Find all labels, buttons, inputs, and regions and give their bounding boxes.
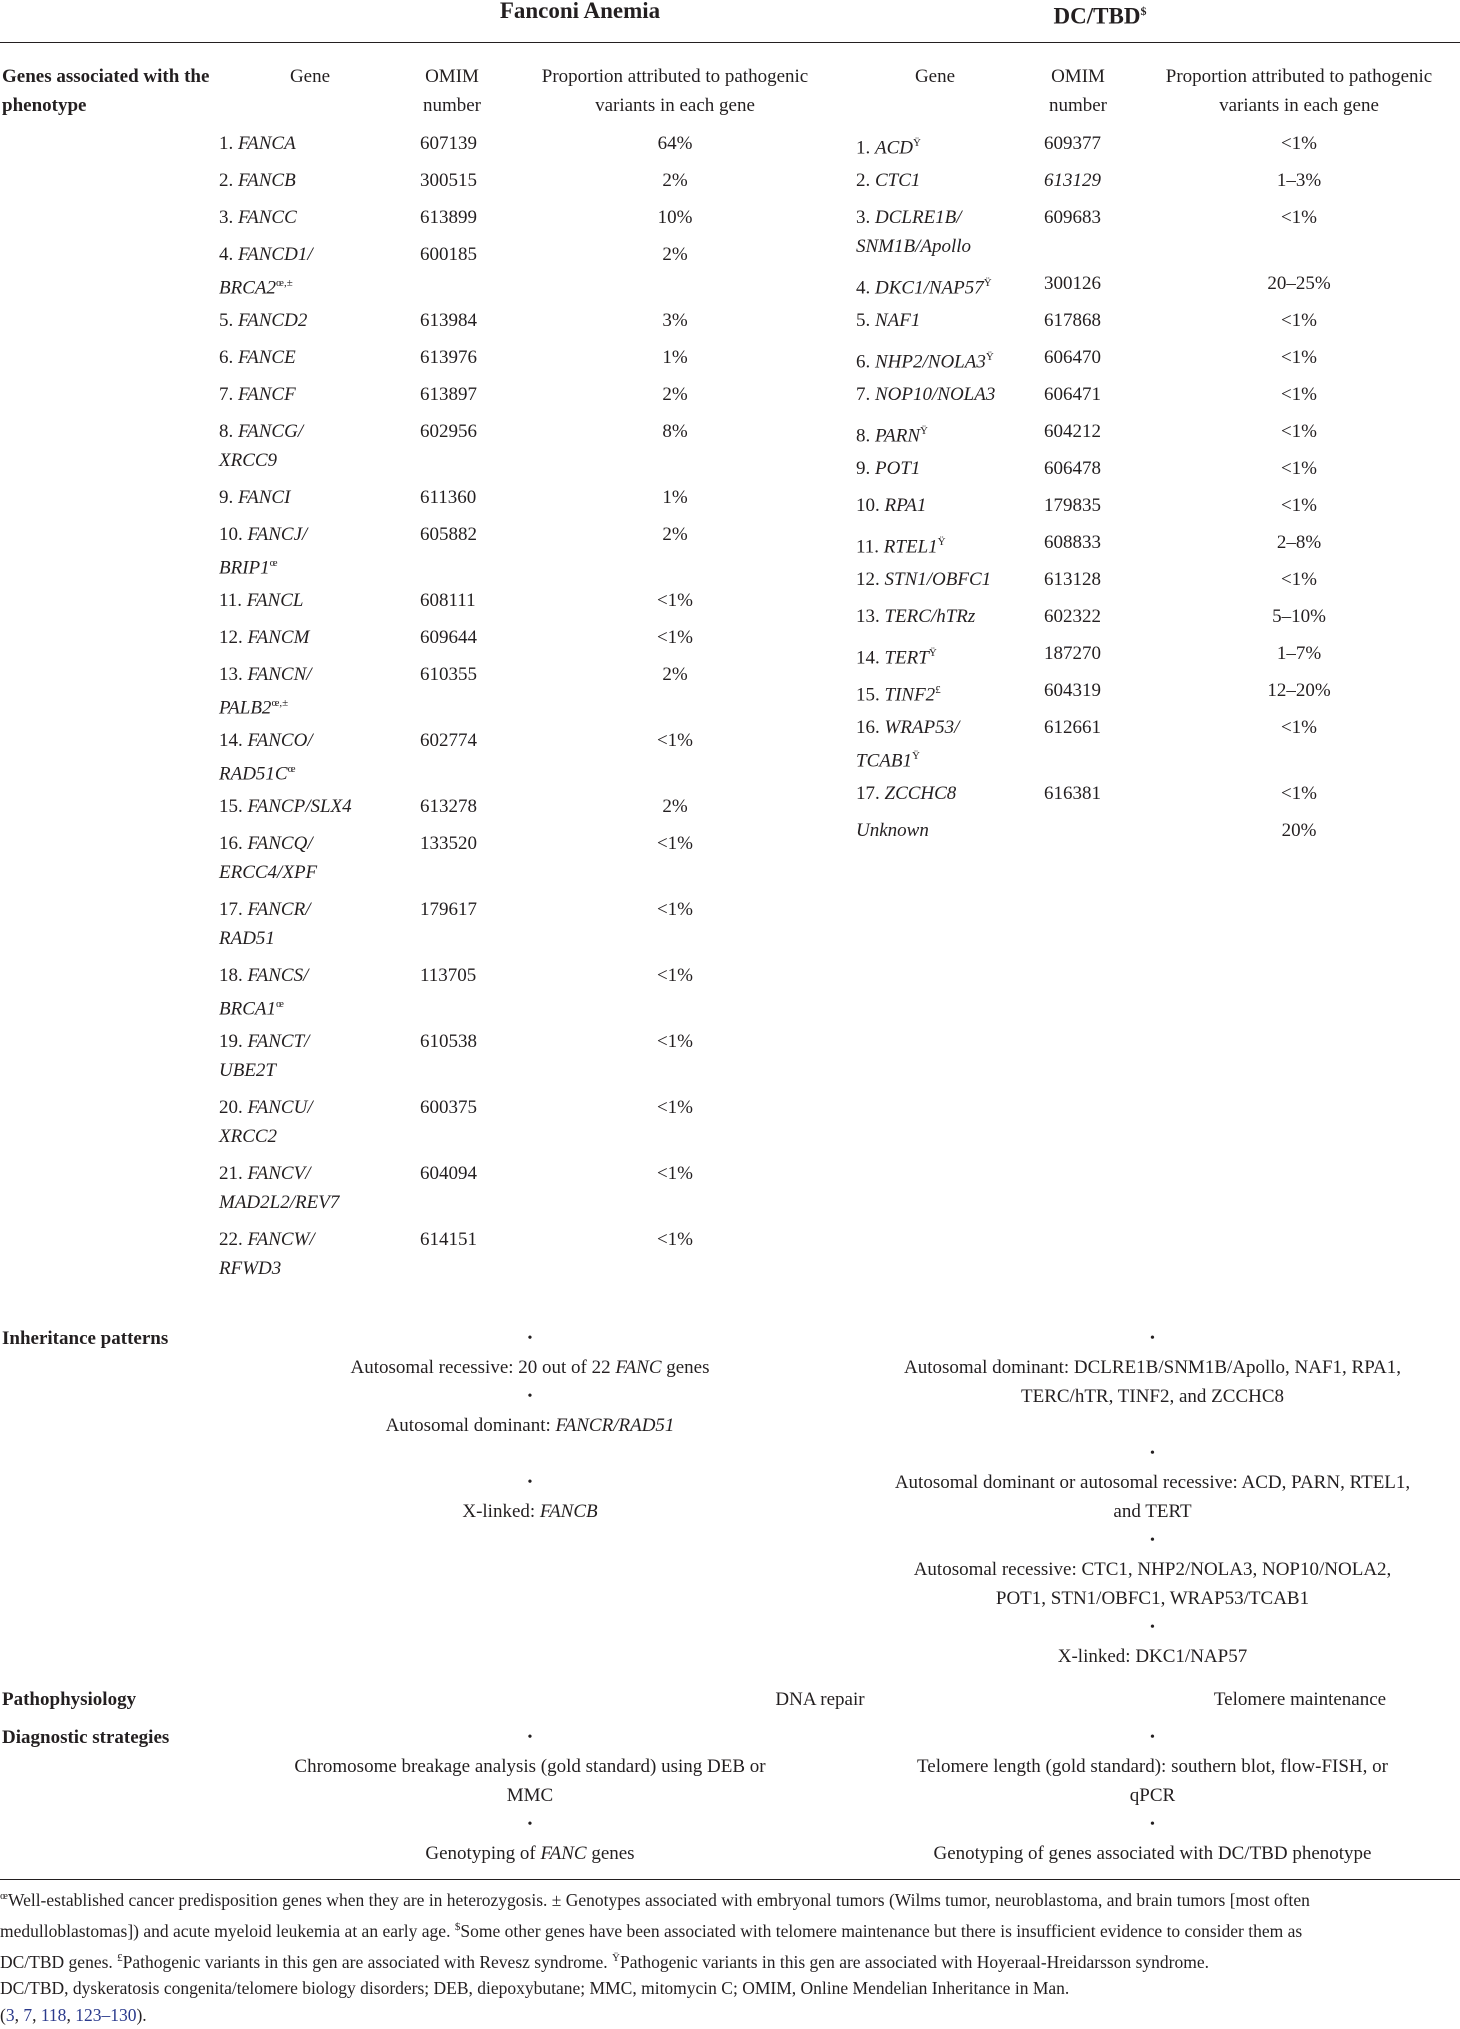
fa-proportion-cell: 3%	[662, 310, 688, 331]
fa-proportion-cell: <1%	[656, 627, 694, 648]
footnote-line-2: medulloblastomas]) and acute myeloid leukemia at an early age. $Some other genes have been associated with telomere maintenance but there is insufficient evidence to consider them as	[0, 1920, 1303, 1941]
dc-omim-cell: 606471	[1044, 384, 1101, 405]
fa-gene-cell: 8. FANCG/ XRCC9	[219, 421, 304, 471]
dc-gene-cell: 4. $DKC1/NAP57^Ÿ$	[856, 277, 992, 299]
dc-gene-cell: 11. $RTEL1^Ÿ$	[856, 536, 946, 558]
dc-tbd-header: DC/TBD$	[1053, 3, 1147, 29]
dc-omim-cell: 613129	[1044, 170, 1101, 191]
dc-proportion-cell: 1–7%	[1276, 643, 1322, 664]
dc-proportion-cell: <1%	[1280, 347, 1318, 368]
fa-proportion-cell: <1%	[656, 590, 694, 611]
fa-omim-cell: 113705	[420, 965, 477, 986]
fa-proportion-cell: 1%	[662, 487, 688, 508]
fa-proportion-cell: 2%	[662, 170, 688, 191]
dc-omim-cell: 608833	[1044, 532, 1101, 553]
fa-gene-cell: 4. FANCD1/ $BRCA2^{œ,\pm}$	[219, 244, 313, 299]
fa-omim-cell: 610538	[420, 1031, 477, 1052]
fa-gene-cell: 15. FANCP/SLX4	[219, 796, 352, 817]
fa-omim-cell: 602956	[420, 421, 477, 442]
dc-gene-cell: 1. $ACD^Ÿ$	[856, 137, 921, 159]
fa-proportion-cell: <1%	[656, 1163, 694, 1184]
fa-omim-cell: 613278	[420, 796, 477, 817]
footer-rule	[0, 1879, 1460, 1880]
dc-proportion-cell: 2–8%	[1276, 532, 1322, 553]
fa-col-gene: Gene	[289, 66, 331, 87]
fa-pathophysiology: DNA repair	[775, 1689, 865, 1710]
dc-inherit-adar: Autosomal dominant or autosomal recessive: ACD, PARN, RTEL1, and TERT	[894, 1472, 1411, 1522]
section-inheritance-label: Inheritance patterns	[2, 1328, 169, 1349]
dc-diagnostic-block	[845, 1723, 1460, 1868]
fa-col-omim: OMIM number	[422, 66, 482, 116]
dc-proportion-cell: <1%	[1280, 133, 1318, 154]
dc-proportion-cell: 20%	[1281, 820, 1317, 841]
dc-inheritance-block	[845, 1324, 1460, 1671]
dc-gene-cell: 2. CTC1	[856, 170, 921, 191]
fa-gene-cell: 5. FANCD2	[219, 310, 308, 331]
fa-proportion-cell: <1%	[656, 833, 694, 854]
dc-gene-cell: 9. POT1	[856, 458, 921, 479]
fa-proportion-cell: 2%	[662, 244, 688, 265]
dc-proportion-cell: 5–10%	[1272, 606, 1326, 627]
dc-gene-cell: 14. $TERT^Ÿ$	[856, 647, 937, 669]
fa-proportion-cell: <1%	[656, 730, 694, 751]
dc-omim-cell: 604319	[1044, 680, 1101, 701]
dc-omim-cell: 606470	[1044, 347, 1101, 368]
fa-inherit-ar: Autosomal recessive: 20 out of 22 FANC genes	[350, 1357, 710, 1378]
footnote-line-4: DC/TBD, dyskeratosis congenita/telomere biology disorders; DEB, diepoxybutane; MMC, mitomycin C; OMIM, Online Mendelian Inheritance in Man.	[0, 1978, 1070, 1999]
fa-gene-cell: 18. FANCS/ $BRCA1^œ$	[219, 965, 309, 1020]
fa-gene-cell: 3. FANCC	[219, 207, 297, 228]
bullet: •	[1150, 1730, 1155, 1745]
footnote-line-1: $^œ$Well-established cancer predisposition genes when they are in heterozygosis. ± Genotypes associated with embryonal tumors (Wilms tumor, neuroblastoma, and brain tumors [most often	[0, 1889, 1310, 1910]
fa-omim-cell: 600185	[420, 244, 477, 265]
fa-proportion-cell: 8%	[662, 421, 688, 442]
fa-gene-cell: 21. FANCV/ MAD2L2/REV7	[219, 1163, 340, 1213]
dc-proportion-cell: 12–20%	[1267, 680, 1331, 701]
fa-gene-cell: 1. FANCA	[219, 133, 296, 154]
fa-proportion-cell: 2%	[662, 664, 688, 685]
dc-proportion-cell: <1%	[1280, 569, 1318, 590]
bullet: •	[527, 1389, 533, 1404]
fa-omim-cell: 600375	[420, 1097, 477, 1118]
dc-inherit-ad: Autosomal dominant: DCLRE1B/SNM1B/Apollo, NAF1, RPA1, TERC/hTR, TINF2, and ZCCHC8	[903, 1357, 1402, 1407]
fa-col-proportion: Proportion attributed to pathogenic variants in each gene	[541, 66, 809, 116]
dc-omim-cell: 616381	[1044, 783, 1101, 804]
dc-omim-cell: 613128	[1044, 569, 1101, 590]
fa-proportion-cell: <1%	[656, 899, 694, 920]
fa-gene-cell: 2. FANCB	[219, 170, 296, 191]
fa-omim-cell: 605882	[420, 524, 477, 545]
dc-omim-cell: 179835	[1044, 495, 1101, 516]
fa-omim-cell: 609644	[420, 627, 477, 648]
fa-omim-cell: 611360	[420, 487, 477, 508]
fa-gene-cell: 9. FANCI	[219, 487, 291, 508]
fa-diag-breakage: Chromosome breakage analysis (gold standard) using DEB or MMC	[294, 1756, 766, 1806]
fa-proportion-cell: 2%	[662, 384, 688, 405]
footnote-line-3: DC/TBD genes. £Pathogenic variants in this gen are associated with Revesz syndrome. $^Ÿ$Pathogenic variants in this gen are associated with Hoyeraal-Hreidarsson syndrome.	[0, 1951, 1209, 1972]
fa-inherit-xl: X-linked: FANCB	[462, 1501, 598, 1522]
dc-omim-cell: 609377	[1044, 133, 1101, 154]
reference-link[interactable]: 3	[5, 2005, 15, 2026]
footnote-references: (3, 7, 118, 123–130).	[0, 2005, 147, 2026]
section-genes-label: Genes associated with the phenotype	[2, 66, 210, 116]
fa-inherit-ad: Autosomal dominant: FANCR/RAD51	[385, 1415, 675, 1436]
fa-diagnostic-block	[220, 1723, 840, 1868]
dc-gene-cell: 10. RPA1	[856, 495, 927, 516]
fa-proportion-cell: <1%	[656, 965, 694, 986]
dc-omim-cell: 609683	[1044, 207, 1101, 228]
fa-proportion-cell: <1%	[656, 1229, 694, 1250]
bullet: •	[1150, 1620, 1155, 1635]
fa-gene-cell: 17. FANCR/ RAD51	[219, 899, 311, 949]
dc-diag-telomere: Telomere length (gold standard): southern blot, flow-FISH, or qPCR	[917, 1756, 1388, 1806]
fa-proportion-cell: 1%	[662, 347, 688, 368]
fa-omim-cell: 613984	[420, 310, 477, 331]
fa-omim-cell: 610355	[420, 664, 477, 685]
fa-omim-cell: 613897	[420, 384, 477, 405]
fa-omim-cell: 300515	[420, 170, 477, 191]
fa-gene-cell: 22. FANCW/ RFWD3	[219, 1229, 315, 1279]
dc-proportion-cell: <1%	[1280, 458, 1318, 479]
fa-proportion-cell: <1%	[656, 1097, 694, 1118]
fa-omim-cell: 179617	[420, 899, 477, 920]
footnotes	[0, 1883, 1460, 2029]
fa-omim-cell: 602774	[420, 730, 477, 751]
fa-proportion-cell: <1%	[656, 1031, 694, 1052]
dc-omim-cell: 300126	[1044, 273, 1101, 294]
section-pathophysiology-label: Pathophysiology	[2, 1689, 137, 1710]
bullet: •	[527, 1475, 533, 1490]
dc-gene-cell: 8. $PARN^Ÿ$	[856, 425, 928, 447]
dc-inherit-xl: X-linked: DKC1/NAP57	[1057, 1646, 1248, 1667]
dc-omim-cell: 602322	[1044, 606, 1101, 627]
bullet: •	[527, 1730, 533, 1745]
fa-gene-cell: 11. FANCL	[219, 590, 304, 611]
dc-inherit-ar: Autosomal recessive: CTC1, NHP2/NOLA3, NOP10/NOLA2, POT1, STN1/OBFC1, WRAP53/TCAB1	[913, 1559, 1392, 1609]
reference-link[interactable]: 118	[40, 2005, 67, 2026]
fa-gene-cell: 16. FANCQ/ ERCC4/XPF	[219, 833, 318, 883]
bullet: •	[1150, 1331, 1155, 1346]
fa-proportion-cell: 2%	[662, 796, 688, 817]
dc-proportion-cell: <1%	[1280, 495, 1318, 516]
dc-gene-cell: 16. WRAP53/ $TCAB1^Ÿ$	[856, 717, 960, 772]
bullet: •	[1150, 1533, 1155, 1548]
fa-gene-cell: 12. FANCM	[219, 627, 310, 648]
dc-omim-cell: 604212	[1044, 421, 1101, 442]
dc-gene-cell: 12. STN1/OBFC1	[856, 569, 992, 590]
dc-proportion-cell: 20–25%	[1267, 273, 1331, 294]
fa-omim-cell: 133520	[420, 833, 477, 854]
dc-col-proportion: Proportion attributed to pathogenic variants in each gene	[1165, 66, 1433, 116]
fa-diag-genotyping: Genotyping of FANC genes	[425, 1843, 635, 1864]
fa-proportion-cell: 2%	[662, 524, 688, 545]
bullet: •	[1150, 1446, 1155, 1461]
dc-gene-cell: 5. NAF1	[856, 310, 921, 331]
fa-inheritance-block	[220, 1324, 840, 1526]
dc-gene-cell: 13. TERC/hTRz	[856, 606, 976, 627]
dc-omim-cell: 606478	[1044, 458, 1101, 479]
fa-omim-cell: 604094	[420, 1163, 477, 1184]
fa-gene-cell: 7. FANCF	[219, 384, 296, 405]
reference-link[interactable]: 7	[23, 2005, 33, 2026]
reference-link[interactable]: 123–130	[75, 2005, 137, 2026]
fa-gene-cell: 20. FANCU/ XRCC2	[219, 1097, 313, 1147]
bullet: •	[1150, 1817, 1155, 1832]
dc-omim-cell: 612661	[1044, 717, 1101, 738]
dc-proportion-cell: <1%	[1280, 421, 1318, 442]
dc-proportion-cell: <1%	[1280, 310, 1318, 331]
dc-omim-cell: 617868	[1044, 310, 1101, 331]
dc-diag-genotyping: Genotyping of genes associated with DC/TBD phenotype	[933, 1843, 1372, 1864]
section-diagnostic-label: Diagnostic strategies	[2, 1727, 170, 1748]
fa-omim-cell: 607139	[420, 133, 477, 154]
dc-col-gene: Gene	[914, 66, 956, 87]
dc-gene-cell: Unknown	[856, 820, 929, 841]
fa-proportion-cell: 64%	[657, 133, 693, 154]
dc-proportion-cell: <1%	[1280, 783, 1318, 804]
fa-proportion-cell: 10%	[657, 207, 693, 228]
dc-gene-cell: 7. NOP10/NOLA3	[856, 384, 996, 405]
dc-gene-cell: 6. $NHP2/NOLA3^Ÿ$	[856, 351, 994, 373]
fa-omim-cell: 614151	[420, 1229, 477, 1250]
bullet: •	[527, 1817, 533, 1832]
fa-gene-cell: 13. FANCN/ $PALB2^{œ,\pm}$	[219, 664, 312, 719]
dc-pathophysiology: Telomere maintenance	[1213, 1689, 1387, 1710]
dc-gene-cell: 3. DCLRE1B/ SNM1B/Apollo	[856, 207, 972, 257]
dc-proportion-cell: <1%	[1280, 717, 1318, 738]
fa-omim-cell: 608111	[420, 590, 476, 611]
dc-proportion-cell: <1%	[1280, 384, 1318, 405]
dc-omim-cell: 187270	[1044, 643, 1101, 664]
fa-omim-cell: 613976	[420, 347, 477, 368]
fa-omim-cell: 613899	[420, 207, 477, 228]
dc-gene-cell: 17. ZCCHC8	[856, 783, 957, 804]
dc-proportion-cell: 1–3%	[1276, 170, 1322, 191]
dc-proportion-cell: <1%	[1280, 207, 1318, 228]
fa-gene-cell: 6. FANCE	[219, 347, 296, 368]
fa-gene-cell: 19. FANCT/ UBE2T	[219, 1031, 310, 1081]
header-rule	[0, 42, 1460, 43]
fa-gene-cell: 14. FANCO/ $RAD51C^œ$	[219, 730, 313, 785]
dc-gene-cell: 15. TINF2£	[856, 684, 941, 706]
fanconi-anemia-header: Fanconi Anemia	[499, 0, 661, 23]
fa-gene-cell: 10. FANCJ/ $BRIP1^œ$	[219, 524, 308, 579]
bullet: •	[527, 1331, 533, 1346]
dc-col-omim: OMIM number	[1048, 66, 1108, 116]
